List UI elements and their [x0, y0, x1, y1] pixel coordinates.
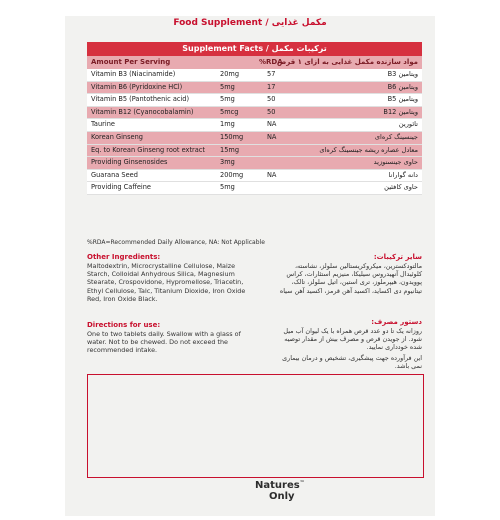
- directions-title-fa: دستور مصرف:: [371, 318, 422, 326]
- amount-value: 150mg: [220, 132, 244, 141]
- package-panel: [65, 16, 435, 516]
- rda-value: 17: [267, 82, 276, 91]
- facts-row: [87, 119, 422, 132]
- nutrient-name-fa: ویتامین B12: [383, 107, 418, 116]
- nutrient-name: Vitamin B6 (Pyridoxine HCl): [91, 82, 183, 91]
- directions-title: Directions for use:: [87, 321, 161, 329]
- nutrient-name: Vitamin B3 (Niacinamide): [91, 70, 176, 78]
- nutrient-name-fa: ویتامین B5: [387, 95, 418, 104]
- rda-value: 57: [267, 70, 276, 78]
- other-ingredients-title: Other Ingredients:: [87, 253, 161, 261]
- brand-logo: [255, 480, 330, 514]
- nutrient-name-fa: معادل عصاره ریشه جینسینگ کره‌ای: [319, 145, 418, 154]
- facts-row: [87, 82, 422, 95]
- supplement-facts-header: Supplement Facts / ترکیبات مکمل: [87, 42, 422, 56]
- nutrient-name-fa: ویتامین B3: [387, 70, 418, 78]
- blank-label-box: [87, 374, 424, 478]
- logo-word-2: Only: [269, 491, 295, 502]
- product-type-title: Food Supplement / مکمل غذایی: [173, 18, 327, 28]
- nutrient-name: Taurine: [91, 120, 115, 129]
- other-ingredients-body-fa: مالتودکسترین، میکروکریستالین سلولز، نشاسته، کلوئیدال آنهیدروس سیلیکا، منیزیم استئارات، کراس پوویدون، هیپرملوز، تری استین، اتیل سلولز، تالک، تیتانیوم دی اکساید، اکسید آهن قرمز، اکسید آهن سیاه: [279, 262, 422, 295]
- amount-value: 5mg: [220, 82, 235, 91]
- facts-row: [87, 182, 422, 195]
- nutrient-name: Providing Caffeine: [91, 183, 151, 192]
- amount-value: 5mg: [220, 183, 235, 192]
- rda-value: NA: [267, 170, 277, 179]
- nutrient-name: Korean Ginseng: [91, 132, 143, 141]
- nutrient-name: Providing Ginsenosides: [91, 158, 168, 167]
- other-ingredients-title-fa: سایر ترکیبات:: [373, 253, 422, 261]
- facts-row: [87, 107, 422, 120]
- facts-row: [87, 157, 422, 170]
- facts-table-header: [87, 56, 422, 69]
- directions-body: One to two tablets daily. Swallow with a glass of water. Not to be chewed. Do not exceed the recommended intake.: [87, 330, 241, 355]
- rda-value: 50: [267, 107, 276, 116]
- nutrient-name-fa: ویتامین B6: [387, 82, 418, 91]
- warning-fa: این فرآورده جهت پیشگیری، تشخیص و درمان بیماری نمی باشد.: [282, 354, 422, 371]
- nutrient-name: Guarana Seed: [91, 170, 138, 179]
- nutrient-name-fa: حاوی جینسنوزید: [373, 158, 418, 167]
- nutrient-name: Vitamin B12 (Cyanocobalamin): [91, 107, 194, 116]
- fa-header-label: مواد سازنده مکمل غذایی به ازای ۱ قرص: [276, 58, 418, 66]
- facts-row: [87, 170, 422, 183]
- facts-row: [87, 94, 422, 107]
- nutrient-name: Vitamin B5 (Pantothenic acid): [91, 95, 190, 104]
- amount-value: 5mg: [220, 95, 235, 104]
- amount-per-serving-label: Amount Per Serving: [91, 58, 171, 66]
- amount-value: 200mg: [220, 170, 244, 179]
- facts-row: [87, 132, 422, 145]
- directions-body-fa: روزانه یک تا دو عدد قرص همراه با یک لیوان آب میل شود. از جویدن قرص و مصرف بیش از مقدار توصیه شده خودداری نمایید.: [283, 327, 422, 352]
- amount-value: 20mg: [220, 70, 239, 78]
- rda-value: 50: [267, 95, 276, 104]
- facts-row: [87, 69, 422, 82]
- rda-label: %RDA: [259, 58, 283, 66]
- amount-value: 3mg: [220, 158, 235, 167]
- facts-row: [87, 145, 422, 158]
- other-ingredients-body: Maltodextrin, Microcrystalline Cellulose, Maize Starch, Colloidal Anhydrous Silica, Magnesium Stearate, Crospovidone, Hypromellose, Triacetin, Ethyl Cellulose, Talc, Titanium Dioxide, Iron Oxide Red, Iron Oxide Black.: [87, 262, 246, 303]
- supplement-facts-table: [87, 56, 422, 195]
- nutrient-name: Eq. to Korean Ginseng root extract: [91, 145, 206, 154]
- amount-value: 5mcg: [220, 107, 239, 116]
- nutrient-name-fa: دانه گوارانا: [388, 170, 418, 179]
- rda-footnote: %RDA=Recommended Daily Allowance, NA: Not Applicable: [87, 239, 265, 246]
- amount-value: 15mg: [220, 145, 239, 154]
- nutrient-name-fa: جینسینگ کره‌ای: [374, 132, 418, 141]
- nutrient-name-fa: تائورین: [398, 120, 418, 129]
- logo-word-1: Natures: [255, 480, 300, 491]
- rda-value: NA: [267, 120, 277, 129]
- trademark: ™: [299, 480, 305, 486]
- rda-value: NA: [267, 132, 277, 141]
- nutrient-name-fa: حاوی کافئین: [384, 183, 418, 192]
- amount-value: 1mg: [220, 120, 235, 129]
